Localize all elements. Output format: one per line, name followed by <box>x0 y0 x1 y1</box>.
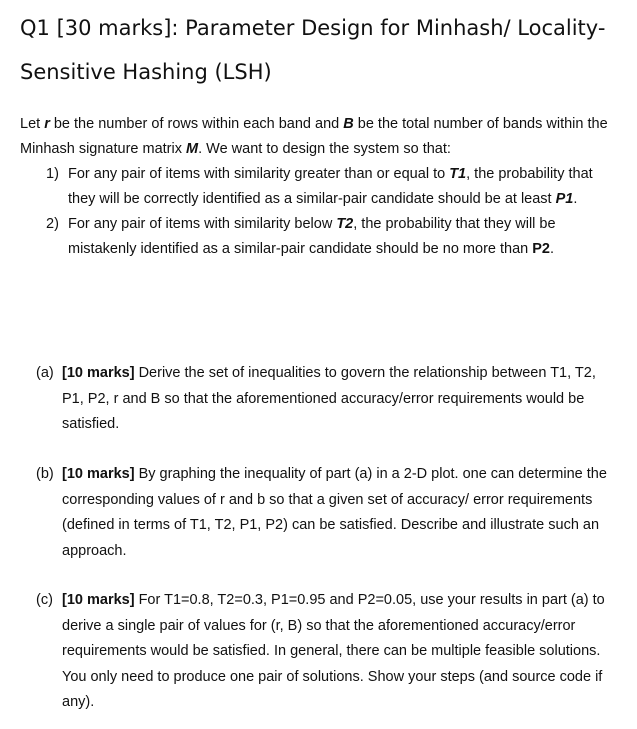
var-M: M <box>186 141 199 157</box>
part-label: (c) <box>36 592 53 608</box>
var-P1: P1 <box>555 191 574 207</box>
part-marks: [10 marks] <box>62 466 135 482</box>
part-c <box>36 588 616 716</box>
part-marks: [10 marks] <box>62 365 135 381</box>
list-number: 1) <box>46 166 59 182</box>
part-label: (b) <box>36 466 54 482</box>
part-text: For T1=0.8, T2=0.3, P1=0.95 and P2=0.05, use your results in part (a) to derive a single pair of values for (r, B) so that the aforementioned accuracy/error requirements would be satisfied. In general, there can be multiple feasible solutions. You only need to produce one pair of solutions. Show your steps (and source code if any). <box>62 592 605 710</box>
intro-text: Let <box>20 116 45 132</box>
part-text: Derive the set of inequalities to govern the relationship between T1, T2, P1, P2, r and B so that the aforementioned accuracy/error requirements would be satisfied. <box>62 365 596 432</box>
var-r: r <box>44 116 50 132</box>
var-P2: P2 <box>532 241 550 257</box>
intro-text: be the total number of bands within the Minhash signature matrix <box>20 116 608 157</box>
list-text: For any pair of items with similarity greater than or equal to <box>68 166 450 182</box>
var-T2: T2 <box>336 216 354 232</box>
requirements-list <box>46 162 606 262</box>
part-marks: [10 marks] <box>62 592 135 608</box>
list-text: , the probability that they will be correctly identified as a similar-pair candidate should be at least <box>68 166 593 207</box>
list-item <box>46 162 606 212</box>
intro-paragraph <box>20 112 620 162</box>
title-line-1: Q1 [30 marks]: Parameter Design for Minhash/ Locality- <box>20 16 606 40</box>
part-label: (a) <box>36 365 54 381</box>
list-number: 2) <box>46 216 59 232</box>
intro-text: be the number of rows within each band and <box>49 116 344 132</box>
list-text: . <box>573 191 578 207</box>
var-B: B <box>343 116 354 132</box>
title-line-2: Sensitive Hashing (LSH) <box>20 60 272 84</box>
intro-text: . We want to design the system so that: <box>198 141 451 157</box>
list-text: For any pair of items with similarity below <box>68 216 337 232</box>
part-a <box>36 361 616 438</box>
list-text: . <box>550 241 555 257</box>
part-text: By graphing the inequality of part (a) in a 2-D plot. one can determine the corresponding values of r and b so that a given set of accuracy/ error requirements (defined in terms of T1, T2, P1, P2) can be satisfied. Describe and illustrate such an approach. <box>62 466 607 559</box>
question-title <box>20 6 620 94</box>
list-item <box>46 212 606 262</box>
var-T1: T1 <box>449 166 467 182</box>
part-b <box>36 462 616 564</box>
list-text: , the probability that they will be mistakenly identified as a similar-pair candidate should be no more than <box>68 216 556 257</box>
